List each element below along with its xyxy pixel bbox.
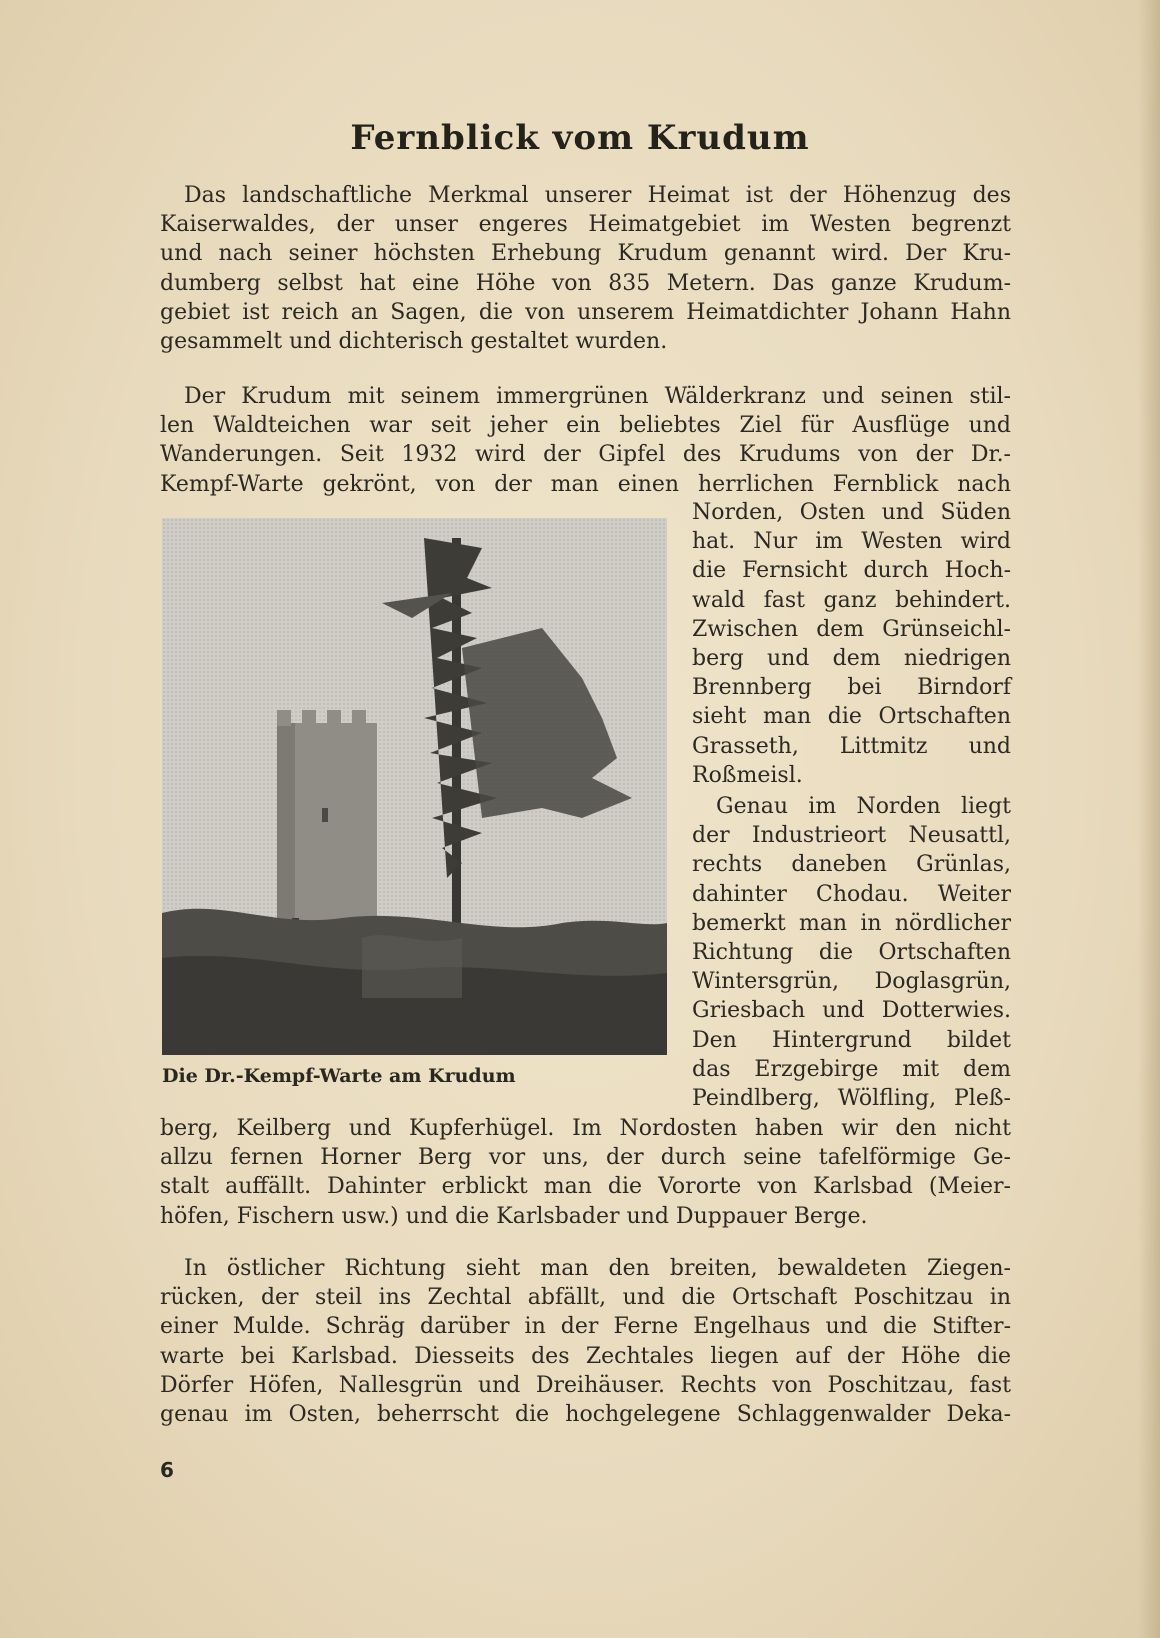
text-line: Der Krudum mit seinem immergrünen Wälderkranz und seinen stil- <box>184 384 1011 409</box>
text-line: In östlicher Richtung sieht man den breiten, bewaldeten Ziegen- <box>184 1256 1011 1281</box>
paragraph-2 <box>160 382 1011 499</box>
text-line: der Industrieort Neusattl, <box>692 823 1011 849</box>
page-number: 6 <box>160 1458 174 1482</box>
text-line: Wintersgrün, Doglasgrün, <box>692 969 1011 995</box>
text-line: Roßmeisl. <box>692 762 803 788</box>
text-line: rechts daneben Grünlas, <box>692 852 1011 878</box>
text-line: warte bei Karlsbad. Diesseits des Zechtales liegen auf der Höhe die <box>160 1343 1011 1369</box>
text-line: berg, Keilberg und Kupferhügel. Im Nordosten haben wir den nicht <box>160 1116 1011 1141</box>
tower-photo <box>162 518 667 1055</box>
text-line: berg und dem niedrigen <box>692 645 1011 671</box>
text-line: dumberg selbst hat eine Höhe von 835 Metern. Das ganze Krudum- <box>160 270 1011 296</box>
tower-photo-illustration <box>162 518 667 1055</box>
text-line: allzu fernen Horner Berg vor uns, der durch seine tafelförmige Ge- <box>160 1145 1011 1171</box>
text-line: Richtung die Ortschaften <box>692 939 1011 965</box>
text-line: Wanderungen. Seit 1932 wird der Gipfel des Krudums von der Dr.- <box>160 442 1011 468</box>
text-line: rücken, der steil ins Zechtal abfällt, und die Ortschaft Poschitzau in <box>160 1285 1011 1311</box>
paragraph-3 <box>160 1114 1011 1231</box>
text-line: Kaiserwaldes, der unser engeres Heimatgebiet im Westen begrenzt <box>160 212 1011 238</box>
text-line: Norden, Osten und Süden <box>692 500 1011 525</box>
text-line: genau im Osten, beherrscht die hochgelegene Schlaggenwalder Deka- <box>160 1401 1011 1427</box>
text-line: len Waldteichen war seit jeher ein beliebtes Ziel für Ausflüge und <box>160 413 1011 439</box>
text-line: stalt auffällt. Dahinter erblickt man die Vororte von Karlsbad (Meier- <box>160 1174 1011 1200</box>
text-line: hat. Nur im Westen wird <box>692 529 1011 555</box>
text-line: das Erzgebirge mit dem <box>692 1056 1011 1082</box>
text-line: die Fernsicht durch Hoch- <box>692 558 1011 584</box>
paragraph-2-column <box>692 498 1011 790</box>
text-line: und nach seiner höchsten Erhebung Krudum genannt wird. Der Kru- <box>160 241 1011 267</box>
text-line: Griesbach und Dotterwies. <box>692 998 1011 1024</box>
page-edge-shadow <box>1138 0 1160 1638</box>
text-line: bemerkt man in nördlicher <box>692 910 1011 936</box>
text-line: gesammelt und dichterisch gestaltet wurden. <box>160 328 668 354</box>
text-line: wald fast ganz behindert. <box>692 587 1011 613</box>
photo-caption: Die Dr.-Kempf-Warte am Krudum <box>162 1065 516 1087</box>
text-line: Dörfer Höfen, Nallesgrün und Dreihäuser. Rechts von Poschitzau, fast <box>160 1372 1011 1398</box>
text-line: Zwischen dem Grünseichl- <box>692 616 1011 642</box>
text-line: Kempf-Warte gekrönt, von der man einen herrlichen Fernblick nach <box>160 471 1011 497</box>
text-line: Den Hintergrund bildet <box>692 1027 1011 1053</box>
text-line: Das landschaftliche Merkmal unserer Heimat ist der Höhenzug des <box>184 183 1011 208</box>
paragraph-1 <box>160 181 1011 356</box>
page-title: Fernblick vom Krudum <box>350 118 810 158</box>
text-line: Grasseth, Littmitz und <box>692 733 1011 759</box>
text-line: gebiet ist reich an Sagen, die von unserem Heimatdichter Johann Hahn <box>160 299 1011 325</box>
text-line: höfen, Fischern usw.) und die Karlsbader und Duppauer Berge. <box>160 1203 868 1229</box>
paragraph-4 <box>160 1254 1011 1429</box>
text-line: Peindlberg, Wölfling, Pleß- <box>692 1085 1011 1111</box>
text-line: sieht man die Ortschaften <box>692 704 1011 730</box>
text-line: Genau im Norden liegt <box>716 794 1011 819</box>
paragraph-3-column <box>692 792 1011 1113</box>
text-line: einer Mulde. Schräg darüber in der Ferne Engelhaus und die Stifter- <box>160 1314 1011 1340</box>
text-line: Brennberg bei Birndorf <box>692 675 1011 701</box>
text-line: dahinter Chodau. Weiter <box>692 881 1011 907</box>
